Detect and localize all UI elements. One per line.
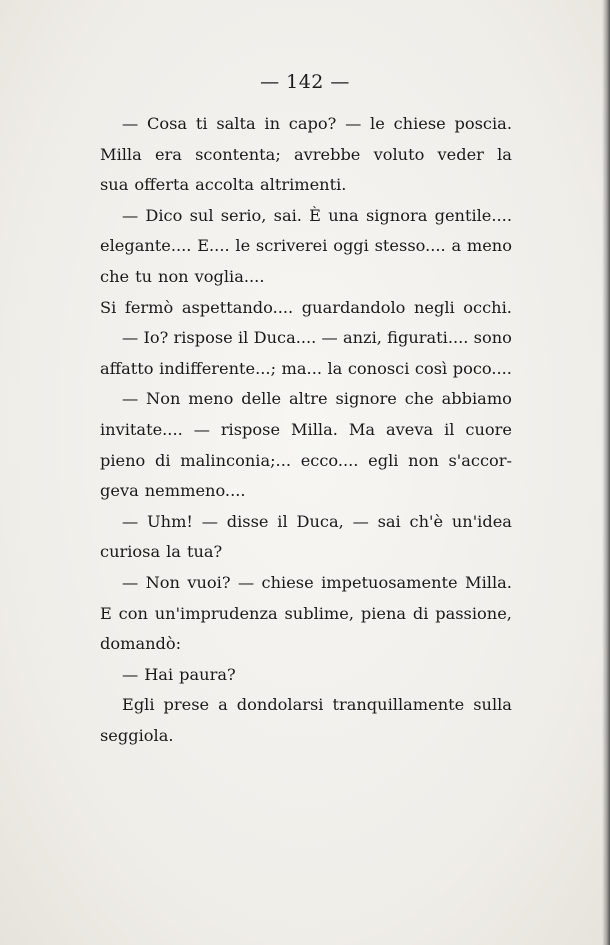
text-line: — Cosa ti salta in capo? — le chiese poscia. xyxy=(122,114,512,133)
page-text xyxy=(100,109,512,751)
text-line: — Hai paura? xyxy=(122,664,236,684)
text-line: — Non meno delle altre signore che abbiamo xyxy=(122,389,512,409)
text-line: E con un'imprudenza sublime, piena di passione, xyxy=(100,603,512,623)
text-line: pieno di malinconia;... ecco.... egli non s'accor- xyxy=(100,450,512,470)
page-number: — 142 — xyxy=(260,71,350,93)
text-line: affatto indifferente...; ma... la conosci così poco.... xyxy=(100,358,512,378)
text-line: Si fermò aspettando.... guardandolo negli occhi. xyxy=(100,297,512,317)
text-line: curiosa la tua? xyxy=(100,542,223,562)
text-line: — Uhm! — disse il Duca, — sai ch'è un'idea xyxy=(122,511,512,531)
page-edge-shadow xyxy=(602,0,610,945)
text-line: che tu non voglia.... xyxy=(100,266,265,286)
text-line: — Non vuoi? — chiese impetuosamente Milla. xyxy=(122,572,512,592)
text-line: Milla era scontenta; avrebbe voluto veder la xyxy=(100,144,512,164)
text-line: domandò: xyxy=(100,634,182,654)
text-line: elegante.... E.... le scriverei oggi stesso.... a meno xyxy=(100,236,512,256)
text-line: — Io? rispose il Duca.... — anzi, figurati.... sono xyxy=(122,328,512,348)
text-line: Egli prese a dondolarsi tranquillamente sulla xyxy=(122,695,512,715)
text-line: invitate.... — rispose Milla. Ma aveva il cuore xyxy=(100,419,512,439)
text-line: geva nemmeno.... xyxy=(100,481,246,501)
text-line: seggiola. xyxy=(100,725,174,745)
text-line: sua offerta accolta altrimenti. xyxy=(100,175,347,195)
text-line: — Dico sul serio, sai. È una signora gentile.... xyxy=(122,205,512,225)
